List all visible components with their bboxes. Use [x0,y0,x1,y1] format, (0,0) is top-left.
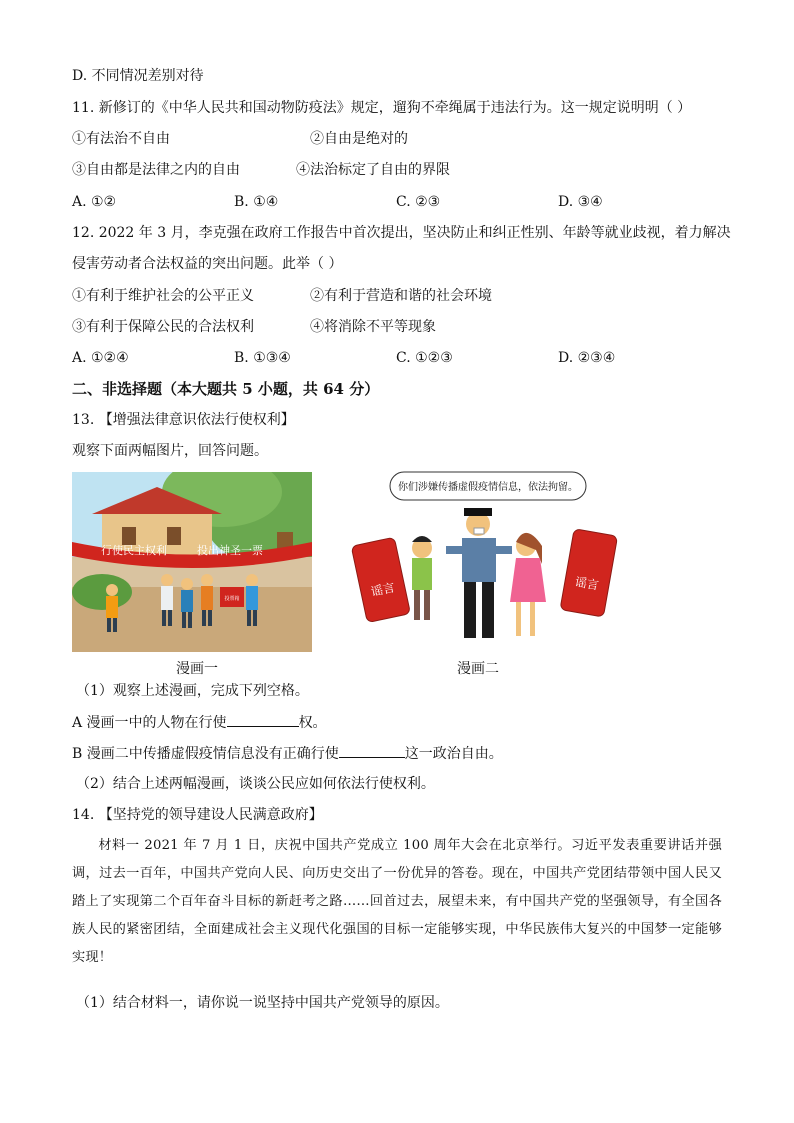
comic-1-caption: 漫画一 [176,661,218,677]
q13-blank-b[interactable] [339,743,405,758]
q13-blank-b-suffix: 这一政治自由。 [404,746,503,762]
comic-1-illustration [72,472,312,652]
q13-intro: 观察下面两幅图片，回答问题。 [72,443,268,459]
comic-2-speech: 你们涉嫌传播虚假疫情信息，依法拘留。 [398,482,578,493]
q10-option-d: D. 不同情况差别对待 [72,68,204,84]
q12-choice-c: C. ①②③ [396,350,453,366]
q12-stem-line-1: 12. 2022 年 3 月，李克强在政府工作报告中首次提出，坚决防止和纠正性别、年龄等就业歧视，着力解决 [72,225,731,241]
comic-1-banner-left: 行使民主权利 [101,544,167,557]
comic-2-phone-left: 谣言 [369,580,397,600]
q11-statement-2: ②自由是绝对的 [310,131,408,147]
q11-statement-4: ④法治标定了自由的界限 [296,162,450,178]
q13-part-1: （1）观察上述漫画，完成下列空格。 [76,683,309,699]
q13-part-2: （2）结合上述两幅漫画，谈谈公民应如何依法行使权利。 [76,776,435,792]
comic-1-ballot-box: 投票箱 [224,596,240,602]
q14-material-1-text: 材料一 2021 年 7 月 1 日，庆祝中国共产党成立 100 周年大会在北京举行。习近平发表重要讲话并强调，过去一百年，中国共产党向人民、向历史交出了一份优异的答卷。现在，中国共产党团结带领中国人民又踏上了实现第二个百年奋斗目标的新赶考之路……回首过去，展望未来，有中国共产党的坚强领导，有全国各族人民的紧密团结，全面建成社会主义现代化强国的目标一定能够实现，中华民族伟大复兴的中国梦一定能够实现！ [72,838,722,965]
q11-choice-a: A. ①② [72,194,117,210]
q12-statement-3: ③有利于保障公民的合法权利 [72,319,254,335]
section-heading: 二、非选择题（本大题共 5 小题，共 64 分） [72,380,380,398]
q12-statement-4: ④将消除不平等现象 [310,319,436,335]
q13-blank-a-suffix: 权。 [298,715,327,731]
q13-blank-b-prefix: B 漫画二中传播虚假疫情信息没有正确行使 [72,746,339,762]
q11-stem: 11. 新修订的《中华人民共和国动物防疫法》规定，遛狗不牵绳属于违法行为。这一规定说明明（ ） [72,100,692,116]
comic-1-banner-right: 投出神圣一票 [197,544,263,557]
comic-2-illustration [350,466,618,656]
q11-statement-3: ③自由都是法律之内的自由 [72,162,240,178]
q12-choice-a: A. ①②④ [72,350,129,366]
q12-stem-line-2: 侵害劳动者合法权益的突出问题。此举（ ） [72,256,343,272]
q13-blank-a-prefix: A 漫画一中的人物在行使 [72,715,227,731]
q11-statement-1: ①有法治不自由 [72,131,170,147]
q13-blank-a[interactable] [227,712,299,727]
q11-choice-b: B. ①④ [234,194,279,210]
q11-choice-c: C. ②③ [396,194,441,210]
q13-title: 13. 【增强法律意识依法行使权利】 [72,412,295,428]
q11-choice-d: D. ③④ [558,194,603,210]
q12-choice-d: D. ②③④ [558,350,616,366]
q13-blank-b-line [72,743,503,764]
q12-statement-1: ①有利于维护社会的公平正义 [72,288,254,304]
q14-part-1: （1）结合材料一，请你说一说坚持中国共产党领导的原因。 [76,995,449,1011]
comic-2-phone-right: 谣言 [573,574,600,593]
q13-blank-a-line [72,712,327,733]
q12-choice-b: B. ①③④ [234,350,291,366]
q12-statement-2: ②有利于营造和谐的社会环境 [310,288,492,304]
q14-material-1 [72,832,722,972]
q14-title: 14. 【坚持党的领导建设人民满意政府】 [72,807,323,823]
comic-2-caption: 漫画二 [457,661,499,677]
